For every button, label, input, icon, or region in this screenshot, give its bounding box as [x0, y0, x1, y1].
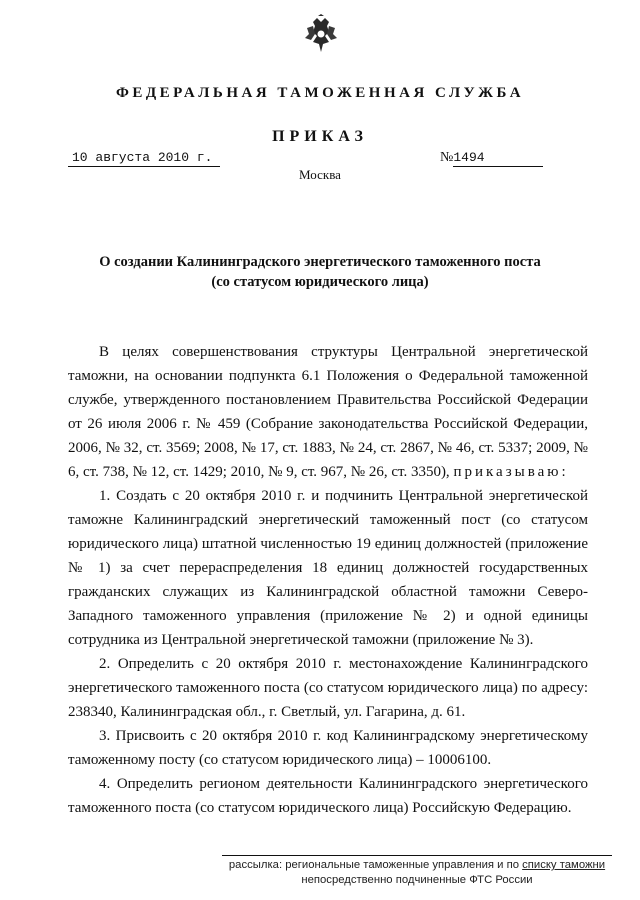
item-4: 4. Определить регионом деятельности Калининградского энергетического таможенного поста (со статусом юридического лица) Российскую Федерацию. — [68, 776, 588, 816]
preamble-paragraph — [68, 340, 588, 484]
distribution-line-2: непосредственно подчиненные ФТС России — [301, 874, 533, 886]
agency-name: ФЕДЕРАЛЬНАЯ ТАМОЖЕННАЯ СЛУЖБА — [115, 85, 525, 101]
subject-line-2: (со статусом юридического лица) — [211, 274, 429, 290]
document-type: ПРИКАЗ — [272, 128, 368, 145]
document-subject — [60, 252, 580, 292]
state-emblem-icon — [303, 14, 339, 58]
preamble-text: В целях совершенствования структуры Центральной энергетической таможни, на основании подпункта 6.1 Положения о Федеральной таможенной службе, утвержденного постановлением Правительства Российской Федерации от 26 июля 2006 г. № 459 (Собрание законодательства Российской Федерации, 2006, № 32, ст. 3569; 2008, № 17, ст. 1883, № 24, ст. 2867, № 46, ст. 5337; 2009, № 6, ст. 738, № 12, ст. 1429; 2010, № 9, ст. 967, № 26, ст. 3350), — [68, 344, 588, 480]
issue-city: Москва — [299, 167, 341, 182]
item-3: 3. Присвоить с 20 октября 2010 г. код Калининградскому энергетическому таможенному посту (со статусом юридического лица) – 10006100. — [68, 728, 588, 768]
number-prefix: № — [440, 150, 454, 165]
subject-line-1: О создании Калининградского энергетического таможенного поста — [99, 254, 541, 270]
distribution-note — [222, 855, 612, 888]
decree-word: приказываю: — [453, 464, 569, 480]
document-date: 10 августа 2010 г. — [68, 150, 220, 167]
distribution-list-link: списку таможни — [522, 859, 606, 871]
document-number — [440, 149, 543, 167]
item-2: 2. Определить с 20 октября 2010 г. местонахождение Калининградского энергетического таможенного поста (со статусом юридического лица) по адресу: 238340, Калининградская обл., г. Светлый, ул. Гагарина, д. 61. — [68, 656, 588, 720]
item-1: 1. Создать с 20 октября 2010 г. и подчинить Центральной энергетической таможне Калининградский энергетический таможенный пост (со статусом юридического лица) штатной численностью 19 единиц должностей (приложение № 1) за счет перераспределения 18 единиц должностей государственных гражданских служащих из Калининградской областной таможни Северо-Западного таможенного управления (приложение № 2) и одной единицы сотрудника из Центральной энергетической таможни (приложение № 3). — [68, 488, 588, 648]
distribution-line-1 — [222, 858, 612, 873]
number-value: 1494 — [453, 149, 543, 167]
distribution-prefix: рассылка: региональные таможенные управления и по — [228, 859, 519, 871]
document-body — [68, 340, 588, 820]
